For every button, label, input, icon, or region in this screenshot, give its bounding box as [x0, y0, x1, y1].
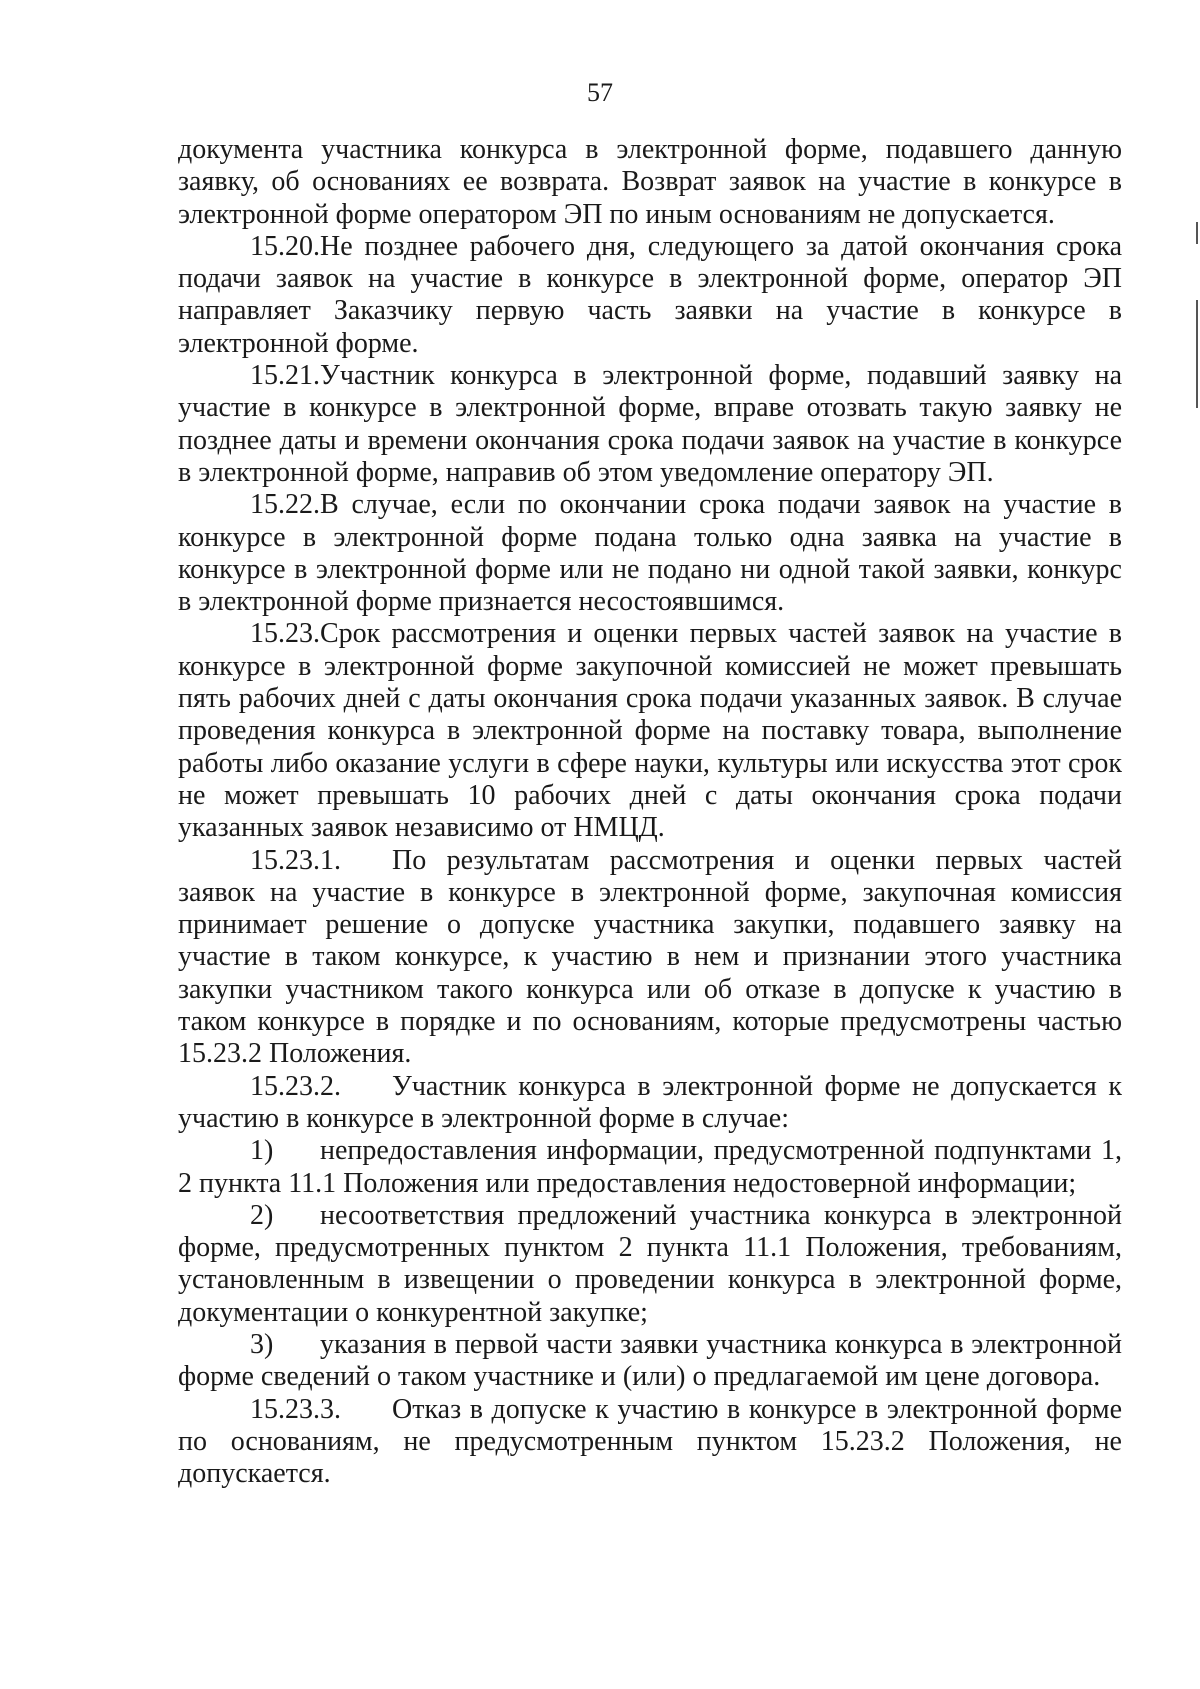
paragraph-15-20: 15.20.Не позднее рабочего дня, следующего за датой окончания срока подачи заявок на участие в конкурсе в электронной форме, оператор ЭП направляет Заказчику первую часть заявки на участие в конкурсе в электронной форме. [178, 230, 1122, 359]
clause-text: Отказ в допуске к участию в конкурсе в электронной форме по основаниям, не предусмотренным пунктом 15.23.2 Положения, не допускается. [178, 1393, 1122, 1490]
clause-number: 15.23.1. [250, 844, 341, 876]
list-item-1 [178, 1135, 1122, 1200]
document-body [178, 134, 1122, 1490]
scan-edge-mark [1196, 222, 1198, 244]
list-item-text: несоответствия предложений участника конкурса в электронной форме, предусмотренных пунктом 2 пункта 11.1 Положения, требованиям, установленным в извещении о проведении конкурса в электронной форме, документации о конкурентной закупке; [178, 1199, 1122, 1328]
clause-text: Участник конкурса в электронной форме не допускается к участию в конкурсе в электронной форме в случае: [178, 1070, 1122, 1134]
list-item-text: непредоставления информации, предусмотренной подпунктами 1, 2 пункта 11.1 Положения или предоставления недостоверной информации; [178, 1135, 1122, 1199]
clause-number: 15.23.3. [250, 1393, 341, 1425]
page-number: 57 [587, 78, 613, 107]
paragraph-continuation: документа участника конкурса в электронной форме, подавшего данную заявку, об основаниях ее возврата. Возврат заявок на участие в конкурсе в электронной форме оператором ЭП по иным основаниям не допускается. [178, 134, 1122, 230]
paragraph-15-22: 15.22.В случае, если по окончании срока подачи заявок на участие в конкурсе в электронной форме подана только одна заявка на участие в конкурсе в электронной форме или не подано ни одной такой заявки, конкурс в электронной форме признается несостоявшимся. [178, 489, 1122, 618]
list-item-text: указания в первой части заявки участника конкурса в электронной форме сведений о таком участнике и (или) о предлагаемой им цене договора. [178, 1328, 1122, 1393]
list-marker: 2) [250, 1199, 274, 1231]
clause-number: 15.23.2. [250, 1070, 341, 1102]
paragraph-15-23-1 [178, 845, 1122, 1071]
paragraph-15-23-2 [178, 1071, 1122, 1136]
paragraph-15-23-3 [178, 1394, 1122, 1491]
clause-text: По результатам рассмотрения и оценки первых частей заявок на участие в конкурсе в электронной форме, закупочная комиссия принимает решение о допуске участника закупки, подавшего заявку на участие в таком конкурсе, к участию в нем и признании этого участника закупки участником такого конкурса или об отказе в допуске к участию в таком конкурсе в порядке и по основаниям, которые предусмотрены частью 15.23.2 Положения. [178, 844, 1122, 1070]
paragraph-15-23: 15.23.Срок рассмотрения и оценки первых частей заявок на участие в конкурсе в электронной форме закупочной комиссией не может превышать пять рабочих дней с даты окончания срока подачи указанных заявок. В случае проведения конкурса в электронной форме на поставку товара, выполнение работы либо оказание услуги в сфере науки, культуры или искусства этот срок не может превышать 10 рабочих дней с даты окончания срока подачи указанных заявок независимо от НМЦД. [178, 618, 1122, 844]
list-item-3 [178, 1329, 1122, 1394]
list-marker: 1) [250, 1135, 274, 1167]
list-item-2 [178, 1200, 1122, 1329]
scan-edge-mark [1196, 300, 1198, 408]
paragraph-15-21: 15.21.Участник конкурса в электронной форме, подавший заявку на участие в конкурсе в электронной форме, вправе отозвать такую заявку не позднее даты и времени окончания срока подачи заявок на участие в конкурсе в электронной форме, направив об этом уведомление оператору ЭП. [178, 360, 1122, 488]
list-marker: 3) [250, 1328, 274, 1360]
